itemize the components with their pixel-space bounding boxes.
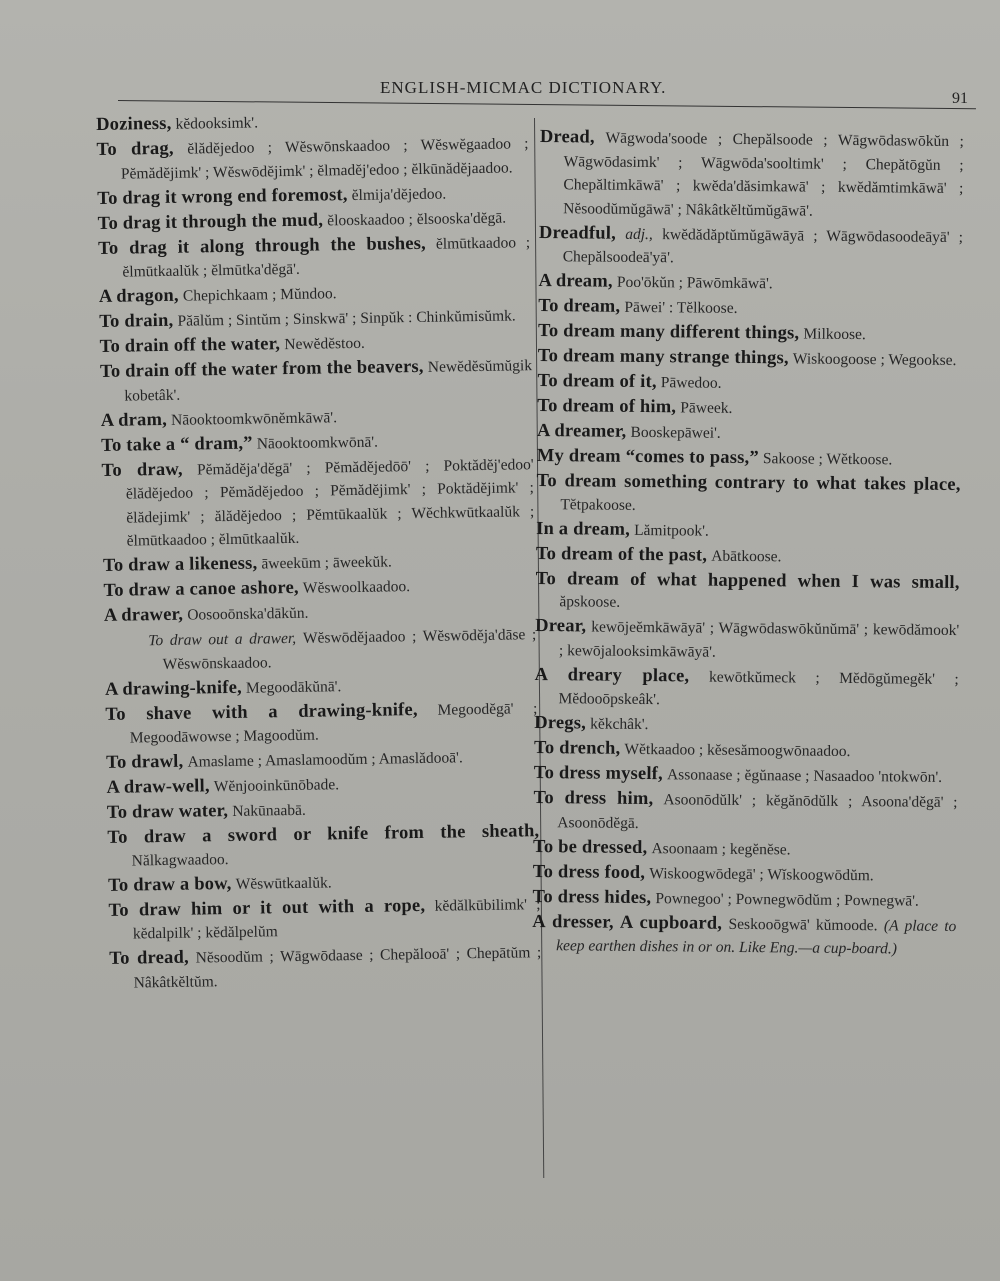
entry-definition: ĕlădĕjedoo ; Wĕswōnskaadoo ; Wĕswĕgaadoo ; Pĕmădĕjimk' ; Wĕswōdĕjimk' ; ĕlmadĕj'edoo ; ĕlkūnădĕjaadoo. xyxy=(120,135,529,183)
dictionary-entry xyxy=(539,126,964,224)
entry-headword: To drawl, xyxy=(106,751,184,773)
entry-headword: A dreamer, xyxy=(536,420,627,442)
entry-definition: kĕdooksimk'. xyxy=(175,114,259,133)
entry-definition: Milkoose. xyxy=(803,325,866,344)
entry-definition: Wāgwoda'soode ; Chepălsoode ; Wāgwōdaswōkŭn ; Wāgwōdasimk' ; Wāgwōda'sooltimk' ; Chepătōgŭn ; Chepăltimkāwā' ; kwĕda'dăsimkawā' ; kwĕdămtimkāwā' ; Nĕsoodŭmŭgāwā' ; Nâkâtkĕltŭmŭgāwā'. xyxy=(563,129,964,220)
entry-definition: Wiskoogwōdegā' ; Wĭskoogwōdŭm. xyxy=(649,864,874,884)
entry-headword: My dream “comes to pass,” xyxy=(536,445,759,469)
dictionary-entry xyxy=(96,132,529,186)
entry-headword: To draw a likeness, xyxy=(102,553,258,576)
page-number: 91 xyxy=(952,90,968,107)
dictionary-entry xyxy=(109,941,542,995)
entry-headword: To dress myself, xyxy=(533,762,664,785)
entry-headword: Dread, xyxy=(539,126,595,148)
dictionary-entry xyxy=(534,663,958,714)
dictionary-entry xyxy=(105,697,538,751)
entry-definition: kĕdălkūbilimk' ; kĕdalpilk' ; kĕdălpelŭm xyxy=(132,895,541,943)
entry-headword: To dread, xyxy=(109,947,189,969)
entry-headword: A dreary place, xyxy=(534,664,690,686)
dictionary-entry xyxy=(538,270,962,298)
entry-subheading: To draw out a drawer, xyxy=(148,629,297,650)
entry-headword: To drag, xyxy=(96,138,174,160)
dictionary-entry xyxy=(539,221,963,272)
dictionary-entry xyxy=(532,885,956,913)
right-column xyxy=(532,126,964,963)
entry-definition: Abātkoose. xyxy=(711,547,782,565)
entry-definition: Wĕswoolkaadoo. xyxy=(302,578,411,597)
entry-headword: To dream many different things, xyxy=(537,320,800,344)
entry-definition: Wĕswūtkaalŭk. xyxy=(235,873,332,893)
entry-definition: Wiskoogoose ; Wegookse. xyxy=(792,350,957,370)
entry-headword: To dress food, xyxy=(532,861,646,883)
entry-headword: A drawer, xyxy=(103,604,184,626)
dictionary-entry xyxy=(532,910,956,961)
entry-definition: Poo'ōkŭn ; Pāwōmkāwā'. xyxy=(616,273,773,293)
entry-headword: To drag it along through the bushes, xyxy=(97,233,427,259)
entry-headword: To dream of the past, xyxy=(535,543,708,566)
entry-headword: To draw a bow, xyxy=(107,873,232,896)
entry-headword: To draw a sword or knife from the sheath, xyxy=(107,821,540,848)
entry-headword: To drain, xyxy=(99,310,174,332)
entry-headword: To dream of him, xyxy=(537,395,677,418)
entry-definition: Asoonaam ; kegĕnĕse. xyxy=(651,839,791,858)
entry-headword: A draw-well, xyxy=(106,776,210,798)
entry-definition: ăpskoose. xyxy=(559,593,621,611)
dictionary-entry xyxy=(536,542,960,570)
dictionary-entry xyxy=(534,762,958,790)
dictionary-entry xyxy=(535,615,959,666)
entry-definition: Booskepāwei'. xyxy=(630,423,721,442)
dictionary-entry xyxy=(538,320,962,348)
entry-definition: Newĕdĕsŭmŭgik kobetâk'. xyxy=(124,357,533,405)
entry-headword: Doziness, xyxy=(96,113,172,135)
dictionary-entry xyxy=(537,445,961,473)
entry-definition: kewōtkŭmeck ; Mĕdōgŭmegĕk' ; Mĕdooōpskeâk'. xyxy=(558,668,959,709)
dictionary-entry xyxy=(536,517,960,545)
entry-definition: Megoodākŭnā'. xyxy=(245,677,342,697)
entry-headword: Dregs, xyxy=(534,712,587,734)
entry-definition: Wĕtkaadoo ; kĕsesămoogwōnaadoo. xyxy=(624,740,851,761)
entry-definition: Lămitpook'. xyxy=(634,521,709,540)
entry-definition: Pāwedoo. xyxy=(660,374,722,392)
entry-headword: To draw him or it out with a rope, xyxy=(108,895,426,921)
entry-headword: To dream of what happened when I was small, xyxy=(535,568,960,593)
entry-headword: To draw, xyxy=(101,459,183,481)
entry-definition: Megoodĕgā' ; Megoodāwowse ; Magoodŭm. xyxy=(129,699,538,747)
entry-pos-note: adj., xyxy=(625,225,653,243)
entry-definition: Tĕtpakoose. xyxy=(560,495,636,514)
entry-definition: kewōjeĕmkāwāyā' ; Wāgwōdaswōkŭnŭmā' ; kewōdămook' ; kewōjalooksimkāwāyā'. xyxy=(558,618,960,661)
dictionary-entry xyxy=(534,737,958,765)
entry-definition: Nakūnaabā. xyxy=(232,801,306,820)
entry-definition: Asoonōdŭlk' ; kĕgănōdŭlk ; Asoona'dĕgā' ; Asoonōdĕgā. xyxy=(557,791,958,832)
entry-definition: Nĕsoodŭm ; Wāgwōdaase ; Chepălooā' ; Chepātŭm ; Nâkâtkĕltŭm. xyxy=(133,944,542,992)
entry-headword: To dream many strange things, xyxy=(537,345,789,369)
entry-definition: āweekūm ; āweekŭk. xyxy=(261,553,392,573)
entry-headword: To be dressed, xyxy=(532,836,648,858)
entry-definition: ĕlmūtkaadoo ; ĕlmūtkaalŭk ; ĕlmūtka'dĕgā'. xyxy=(122,233,531,281)
dictionary-entry xyxy=(98,231,531,285)
dictionary-entry xyxy=(108,893,541,947)
entry-headword: To drag it through the mud, xyxy=(97,209,324,234)
entry-definition: Pĕmădĕja'dĕgā' ; Pĕmădĕjedōō' ; Poktădĕj'edoo' ĕlădĕjedoo ; Pĕmădĕjedoo ; Pĕmădĕjimk' ; Poktădĕjimk' ; ĕlădejimk' ; ălădĕjedoo ; Pĕmtūkaalŭk ; Wĕchkwūtkaalŭk ; ĕlmūtkaadoo ; ĕlmūtkaalŭk. xyxy=(125,455,535,550)
entry-headword: Drear, xyxy=(535,615,587,637)
running-head: ENGLISH-MICMAC DICTIONARY. xyxy=(380,78,667,97)
dictionary-entry xyxy=(537,370,961,398)
header-rule xyxy=(118,100,976,109)
entry-note: (A place to keep earthen dishes in or on. Like Eng.—a cup-board.) xyxy=(556,916,957,958)
dictionary-entry xyxy=(537,395,961,423)
dictionary-entry xyxy=(538,345,962,373)
entry-headword: A dram, xyxy=(100,409,168,431)
entry-headword: A dragon, xyxy=(98,285,179,307)
entry-headword: To dream of it, xyxy=(537,370,657,393)
entry-headword: A dresser, A cupboard, xyxy=(532,911,723,934)
entry-headword: In a dream, xyxy=(536,518,631,540)
entry-definition: Nāooktoomkwōnĕmkāwā'. xyxy=(170,408,338,429)
entry-headword: To dress him, xyxy=(533,787,654,810)
entry-headword: To drain off the water from the beavers, xyxy=(99,356,424,382)
dictionary-entry xyxy=(100,354,533,408)
entry-headword: To drench, xyxy=(533,737,621,759)
entry-definition: Seskooōgwā' kŭmoode. xyxy=(728,915,878,934)
entry-headword: To shave with a drawing-knife, xyxy=(105,699,418,725)
entry-headword: To drag it wrong end foremost, xyxy=(97,184,348,209)
entry-definition: Păālŭm ; Sintŭm ; Sinskwā' ; Sinpŭk : Chinkŭmisŭmk. xyxy=(177,307,516,330)
entry-definition: Oosooōnska'dākŭn. xyxy=(187,604,309,624)
entry-definition: Assonaase ; ĕgŭnaase ; Nasaadoo 'ntokwōn'. xyxy=(666,766,943,786)
entry-definition: Amaslame ; Amaslamoodŭm ; Amaslădooā'. xyxy=(187,749,463,771)
entry-definition: Pāwei' : Tĕlkoose. xyxy=(624,298,738,317)
entry-headword: A drawing-knife, xyxy=(104,677,243,700)
entry-definition: Chepichkaam ; Mŭndoo. xyxy=(182,285,337,305)
entry-headword: To dream something contrary to what takes place, xyxy=(536,470,961,496)
dictionary-entry xyxy=(107,820,540,873)
entry-definition: ĕlooskaadoo ; ĕlsooska'dĕgā. xyxy=(327,209,507,229)
entry-headword: To draw water, xyxy=(106,801,229,823)
entry-definition: kwĕdădăptŭmŭgāwāyā ; Wāgwōdasoodeāyā' ; Chepălsoodeā'yā'. xyxy=(562,225,964,267)
entry-definition: Nălkagwaadoo. xyxy=(131,850,229,870)
dictionary-entry xyxy=(104,623,537,677)
dictionary-entry xyxy=(537,420,961,448)
left-column xyxy=(96,107,542,996)
entry-definition: Newĕdĕstoo. xyxy=(284,334,365,354)
dictionary-entry xyxy=(538,295,962,323)
entry-definition: Sakoose ; Wĕtkoose. xyxy=(762,450,893,469)
entry-definition: Nāooktoomkwōnā'. xyxy=(256,433,379,453)
entry-definition: ĕlmija'dĕjedoo. xyxy=(351,185,447,204)
dictionary-entry xyxy=(533,787,957,838)
entry-headword: A dream, xyxy=(538,270,613,292)
dictionary-entry xyxy=(535,567,959,617)
entry-headword: To dream, xyxy=(538,295,621,317)
dictionary-entry xyxy=(533,835,957,863)
dictionary-entry xyxy=(533,860,957,888)
entry-definition: Pownegoo' ; Pownegwōdŭm ; Pownegwā'. xyxy=(655,889,919,910)
entry-definition: Wĕswōdĕjaadoo ; Wĕswōdĕja'dāse ; Wĕswōnskaadoo. xyxy=(162,626,537,673)
entry-definition: Pāweek. xyxy=(680,399,733,417)
entry-headword: Dreadful, xyxy=(538,222,617,244)
entry-definition: kĕkchâk'. xyxy=(590,715,649,734)
entry-headword: To draw a canoe ashore, xyxy=(103,577,299,601)
entry-definition: Wĕnjooinkūnōbade. xyxy=(213,776,340,796)
entry-headword: To take a “ dram,” xyxy=(101,433,253,456)
entry-headword: To drain off the water, xyxy=(99,334,281,357)
dictionary-entry xyxy=(534,712,958,740)
dictionary-entry xyxy=(536,470,960,520)
entry-headword: To dress hides, xyxy=(532,886,652,908)
dictionary-entry xyxy=(101,453,534,554)
